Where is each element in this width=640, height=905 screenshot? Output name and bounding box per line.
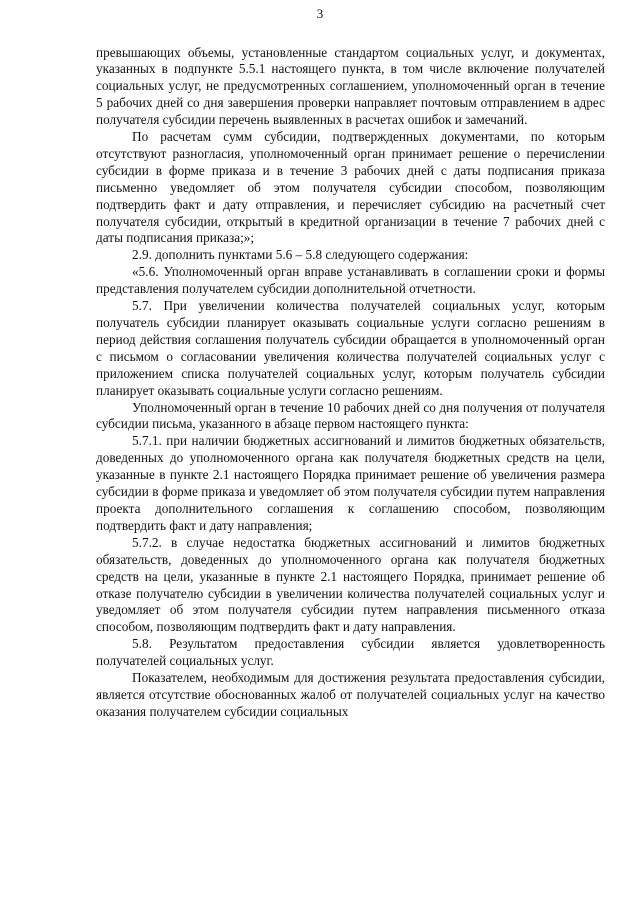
page-number: 3 [316, 6, 324, 21]
paragraph: 5.7.1. при наличии бюджетных ассигнований и лимитов бюджетных обязательств, доведенных до уполномоченного органа как получателя бюджетных средств на цели, указанные в пункте 2.1 настоящего Порядка принимает решение об увеличения размера субсидии в форме приказа и уведомляет об этом получателя субсидии путем направления проекта дополнительного соглашения к соглашению способом, позволяющим подтвердить факт и дату направления; [96, 433, 605, 533]
paragraph: Показателем, необходимым для достижения результата предоставления субсидии, является отсутствие обоснованных жалоб от получателей социальных услуг на качество оказания получателем субсидии социальных [96, 670, 605, 719]
paragraph: По расчетам сумм субсидии, подтвержденных документами, по которым отсутствуют разногласия, уполномоченный орган принимает решение о перечислении субсидии в форме приказа и в течение 3 рабочих дней с даты подписания приказа письменно уведомляет об этом получателя субсидии способом, позволяющим подтвердить факт и дату отправления, и перечисляет субсидию на расчетный счет получателя субсидии, открытый в кредитной организации в течение 7 рабочих дней с даты подписания приказа;»; [96, 129, 605, 246]
paragraph: Уполномоченный орган в течение 10 рабочих дней со дня получения от получателя субсидии письма, указанного в абзаце первом настоящего пункта: [96, 399, 605, 432]
paragraph: «5.6. Уполномоченный орган вправе устанавливать в соглашении сроки и формы представления получателем субсидии дополнительной отчетности. [96, 264, 605, 297]
paragraph: 5.7.2. в случае недостатка бюджетных ассигнований и лимитов бюджетных обязательств, доведенных до уполномоченного органа как получателя бюджетных средств на цели, указанные в пункте 2.1 настоящего Порядка, принимает решение об отказе получателю субсидии в увеличении количества получателей социальных услуг и уведомляет об этом получателя субсидии путем направления письменного отказа способом, позволяющим подтвердить факт и дату направления. [96, 534, 605, 635]
paragraph: превышающих объемы, установленные стандартом социальных услуг, и документах, указанных в подпункте 5.5.1 настоящего пункта, в том числе включение получателей социальных услуг, не предусмотренных соглашением, уполномоченный орган в течение 5 рабочих дней со дня завершения проверки направляет почтовым отправлением в адрес получателя субсидии перечень выявленных в расчетах ошибок и замечаний. [96, 44, 605, 128]
paragraph: 5.7. При увеличении количества получателей социальных услуг, которым получатель субсидии планирует оказывать социальные услуги согласно решениям в период действия соглашения получатель субсидии обращается в уполномоченный орган с письмом о согласовании увеличения количества получателей социальных услуг с приложением списка получателей социальных услуг, которым получатель субсидии планирует оказывать социальные услуги согласно решениям. [96, 298, 605, 398]
paragraph: 5.8. Результатом предоставления субсидии является удовлетворенность получателей социальных услуг. [96, 636, 605, 669]
paragraph: 2.9. дополнить пунктами 5.6 – 5.8 следующего содержания: [132, 247, 469, 263]
document-body [96, 45, 605, 721]
